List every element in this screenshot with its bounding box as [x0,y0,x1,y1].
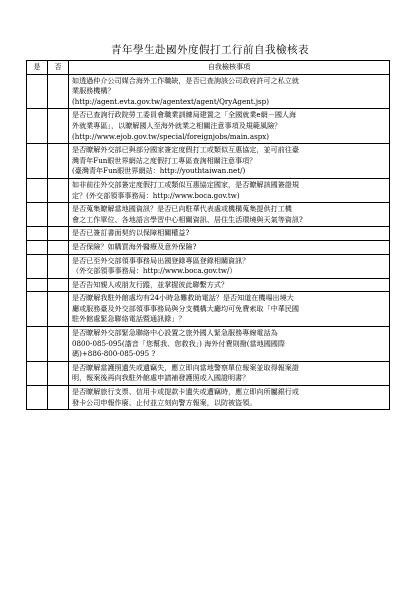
checklist-item-text [69,254,390,278]
checklist-item-line: 是否瞭解當護照遺失或遺竊失，應立即向當地警察單位報案並取得報案證 [72,362,299,372]
checklist-item-line: 是否蒐集瞭解當地國資訊？是否已向駐華代表處或機構蒐集提供打工機 [72,204,292,214]
checklist-item-line: 0800-085-095(諧音「您幫我、您救我」) 海外付費則撥(當地國國際 [72,338,285,348]
checklist-item-line: 廳或服務臺及外交部領事事務局與分支機構大廳均可免費索取「中華民國 [72,303,299,313]
checklist-row [27,386,390,410]
checklist-item-line: 定？(外交部領事事務局：http://www.boca.gov.tw) [72,190,240,200]
checklist-item-line: 是否已簽訂書面契約以保障相關權益? [72,228,190,238]
checklist-item-text [69,74,390,109]
yes-checkbox-cell[interactable] [27,327,48,362]
no-checkbox-cell[interactable] [48,227,69,241]
no-checkbox-cell[interactable] [48,240,69,254]
checklist-row [27,203,390,227]
checklist-item-line: 碼)+886-800-085-095 ? [72,349,156,359]
checklist-row [27,144,390,179]
yes-checkbox-cell[interactable] [27,278,48,292]
table-header-row [27,61,390,75]
no-checkbox-cell[interactable] [48,254,69,278]
header-item: 自我檢核事項 [69,61,390,75]
checklist-item-line: 如透過仲介公司媒合海外工作職缺，是否已查詢該公司政府許可之私立就 [72,75,299,85]
checklist-item-line: 是否已查詢行政院勞工委員會職業訓練局建置之「全國就業e網－國人海 [72,110,297,120]
yes-checkbox-cell[interactable] [27,203,48,227]
header-yes: 是 [27,61,48,75]
no-checkbox-cell[interactable] [48,386,69,410]
checklist-row [27,109,390,144]
checklist-item-text [69,386,390,410]
checklist-item-line: （外交部領事事務局：http://www.boca.gov.tw/） [72,266,237,276]
checklist-item-text [69,227,390,241]
no-checkbox-cell[interactable] [48,178,69,202]
no-checkbox-cell[interactable] [48,74,69,109]
yes-checkbox-cell[interactable] [27,144,48,179]
checklist-item-line: 如非前往外交部簽定度假打工或類似互惠協定國家，是否瞭解該國簽證規 [72,179,299,189]
checklist-row [27,240,390,254]
checklist-row [27,254,390,278]
checklist-item-line: 是否瞭解外交部已與部分國家簽定度假打工或類似互惠協定，並可前往臺 [72,145,299,155]
checklist-item-line: 是否瞭解我駐外館處均有24小時急難救助電話？是否知道在機場出境大 [72,293,294,303]
no-checkbox-cell[interactable] [48,203,69,227]
yes-checkbox-cell[interactable] [27,254,48,278]
no-checkbox-cell[interactable] [48,278,69,292]
checklist-row [27,227,390,241]
yes-checkbox-cell[interactable] [27,178,48,202]
checklist-item-text [69,327,390,362]
checklist-item-line: 是否瞭解外交部緊急聯絡中心設置之旅外國人緊急服務專線電話為 [72,328,278,338]
checklist-item-line: (http://agent.evta.gov.tw/agentext/agent/QryAgent.jsp) [72,96,269,106]
yes-checkbox-cell[interactable] [27,74,48,109]
checklist-row [27,278,390,292]
checklist-item-line: (臺灣青年Fun眼世界網站：http://youthtaiwan.net/) [72,166,246,176]
checklist-item-line: 會之工作單位、各地語言學習中心相關資訊、居住生活環境與天氣等資訊? [72,214,303,224]
checklist-item-text [69,278,390,292]
yes-checkbox-cell[interactable] [27,386,48,410]
no-checkbox-cell[interactable] [48,327,69,362]
yes-checkbox-cell[interactable] [27,240,48,254]
checklist-item-line: 灣青年Fun眼世界網站之度假打工專區查詢相關注意事項？ [72,155,257,165]
no-checkbox-cell[interactable] [48,292,69,327]
checklist-item-line: 是否已至外交部領事事務局出國登錄專區登錄相關資訊？ [72,255,250,265]
checklist-item-text [69,203,390,227]
checklist-item-text [69,109,390,144]
checklist-item-line: 是否告知親人或朋友行蹤，並掌握彼此聯繫方式？ [72,279,229,289]
checklist-row [27,327,390,362]
yes-checkbox-cell[interactable] [27,292,48,327]
checklist-item-line: 是否瞭解旅行支票、信用卡或提款卡遺失或遭竊時，應立即向所屬銀行或 [72,387,299,397]
checklist-item-line: 業服務機構？ [72,86,115,96]
checklist-row [27,178,390,202]
checklist-item-text [69,361,390,385]
checklist-item-text [69,240,390,254]
no-checkbox-cell[interactable] [48,109,69,144]
checklist-item-text [69,178,390,202]
checklist-item-line: 明，報案後再向我駐外館處申請補發護照或入國證明書？ [72,373,250,383]
yes-checkbox-cell[interactable] [27,361,48,385]
checklist-table [26,60,390,410]
yes-checkbox-cell[interactable] [27,109,48,144]
checklist-item-line: 是否保險？如購買海外醫療及意外保險? [72,241,197,251]
yes-checkbox-cell[interactable] [27,227,48,241]
page-title: 青年學生赴國外度假打工行前自我檢核表 [111,44,309,56]
checklist-row [27,292,390,327]
checklist-item-line: 駐外館處緊急聯絡電話暨通訊錄」？ [72,314,186,324]
checklist-item-text [69,292,390,327]
checklist-item-line: 發卡公司申報作廢、止付並立刻向警方報案，以防被盜領。 [72,397,257,407]
checklist-item-text [69,144,390,179]
checklist-item-line: 外就業專區」，以瞭解國人至海外就業之相關注意事項及規範風險？ [72,120,282,130]
checklist-body [27,74,390,410]
checklist-row [27,74,390,109]
no-checkbox-cell[interactable] [48,361,69,385]
checklist-row [27,361,390,385]
header-no: 否 [48,61,69,75]
checklist-item-line: (http://www.ejob.gov.tw/special/foreignjobs/main.aspx) [72,131,270,141]
no-checkbox-cell[interactable] [48,144,69,179]
